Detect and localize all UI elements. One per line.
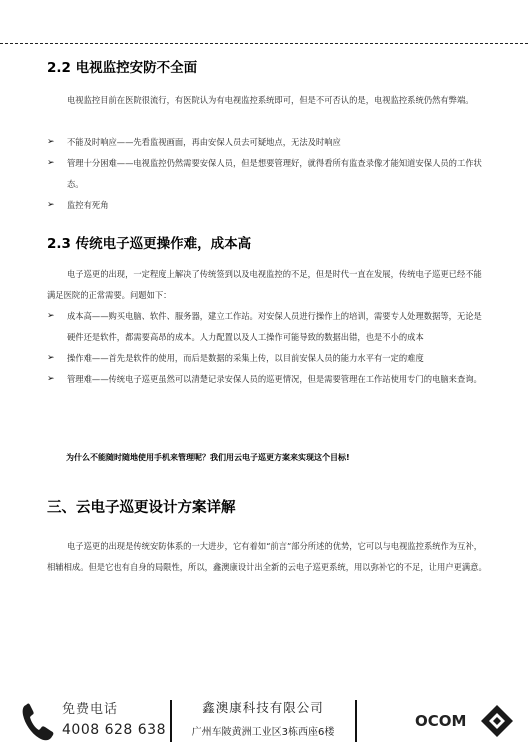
hotline-label: 免费电话 [62, 702, 119, 717]
list-item: ➢ 成本高——购买电脑、软件、服务器，建立工作站。对安保人员进行操作上的培训，需要专人处理数据等，无论是硬件还是软件，都需要高昂的成本。人力配置以及人工操作可能导致的数据出错，也是不小的成本 [47, 306, 487, 348]
section-2-2-title: 2.2 电视监控安防不全面 [47, 60, 198, 76]
arrow-bullet-icon: ➢ [47, 137, 55, 147]
hotline-number: 4008 628 638 [62, 722, 166, 738]
list-item: ➢ 管理难——传统电子巡更虽然可以清楚记录安保人员的巡更情况，但是需要管理在工作站使用专门的电脑来查询。 [47, 369, 487, 390]
arrow-bullet-icon: ➢ [47, 353, 55, 363]
section-2-3-intro: 电子巡更的出现，一定程度上解决了传统签到以及电视监控的不足，但是时代一直在发展，传统电子巡更已经不能满足医院的正常需要。问题如下： [47, 269, 482, 300]
arrow-bullet-icon: ➢ [47, 374, 55, 384]
ocom-diamond-logo-icon [480, 704, 514, 738]
section-3-intro: 电子巡更的出现是传统安防体系的一大进步，它有着如“前言”部分所述的优势，它可以与电视监控系统作为互补，相辅相成。但是它也有自身的局限性，所以，鑫澳康设计出全新的云电子巡更系统，用以弥补它的不足，让用户更满意。 [47, 541, 487, 572]
section-2-2-intro: 电视监控目前在医院很流行，有医院认为有电视监控系统即可，但是不可否认的是，电视监控系统仍然有弊端。 [67, 95, 474, 105]
section-3-title: 三、云电子巡更设计方案详解 [47, 500, 236, 516]
header-dashed-rule [0, 43, 528, 44]
section-2-3-title: 2.3 传统电子巡更操作难，成本高 [47, 236, 252, 252]
arrow-bullet-icon: ➢ [47, 200, 55, 210]
page-footer [0, 690, 528, 749]
company-name: 鑫澳康科技有限公司 [202, 700, 324, 715]
list-item: ➢ 不能及时响应——先看监视画面，再由安保人员去可疑地点，无法及时响应 [47, 132, 487, 153]
list-item: ➢ 操作难——首先是软件的使用，而后是数据的采集上传，以目前安保人员的能力水平有一定的难度 [47, 348, 487, 369]
section-2-2-bullet-list [47, 132, 487, 216]
brand-wordmark: OCOM [415, 712, 467, 730]
footer-divider [355, 700, 357, 742]
footer-divider [170, 700, 172, 742]
phone-handset-icon [20, 702, 56, 742]
arrow-bullet-icon: ➢ [47, 158, 55, 168]
list-item: ➢ 管理十分困难——电视监控仍然需要安保人员，但是想要管理好，就得看所有监查录像才能知道安保人员的工作状态。 [47, 153, 487, 195]
callout-text: 为什么不能随时随地使用手机来管理呢？我们用云电子巡更方案来实现这个目标! [66, 453, 350, 462]
section-2-3-bullet-list [47, 306, 487, 390]
company-address: 广州车陂黄洲工业区3栋西座6楼 [191, 727, 335, 738]
list-item: ➢ 监控有死角 [47, 195, 487, 216]
arrow-bullet-icon: ➢ [47, 311, 55, 321]
